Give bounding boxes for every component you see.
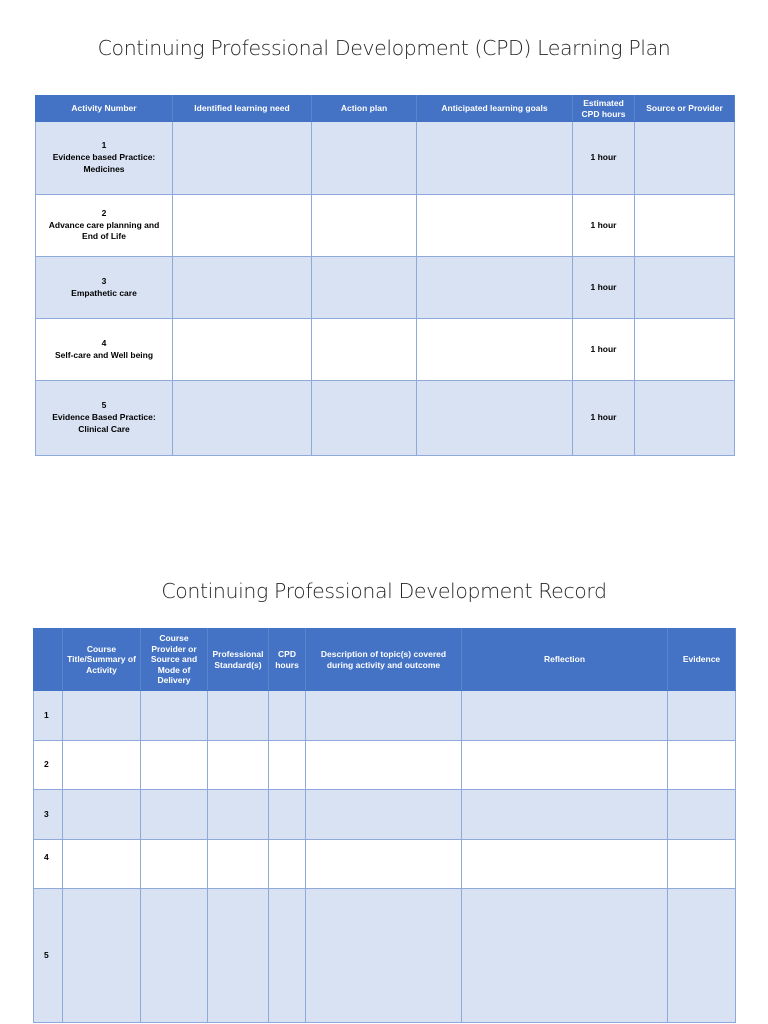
reflection-cell[interactable] xyxy=(462,741,668,790)
learning-plan-row xyxy=(36,319,735,381)
estimated-hours-cell: 1 hour xyxy=(573,319,635,381)
header-description: Description of topic(s) covered during activity and outcome xyxy=(306,629,462,691)
activity-title: Empathetic care xyxy=(71,287,137,298)
header-identified-learning-need: Identified learning need xyxy=(173,96,312,122)
header-reflection: Reflection xyxy=(462,629,668,691)
source-provider-cell[interactable] xyxy=(635,195,735,257)
source-provider-cell[interactable] xyxy=(635,122,735,195)
header-row-number xyxy=(34,629,63,691)
cpd-record-row xyxy=(34,741,736,790)
activity-title: Advance care planning and End of Life xyxy=(48,219,160,242)
evidence-cell[interactable] xyxy=(668,691,736,741)
activity-cell xyxy=(36,257,173,319)
activity-number: 5 xyxy=(101,400,107,411)
learning-plan-row xyxy=(36,381,735,456)
evidence-cell[interactable] xyxy=(668,790,736,840)
course-provider-cell[interactable] xyxy=(141,691,208,741)
reflection-cell[interactable] xyxy=(462,790,668,840)
header-evidence: Evidence xyxy=(668,629,736,691)
header-cpd-hours: CPD hours xyxy=(269,629,306,691)
anticipated-goals-cell[interactable] xyxy=(417,195,573,257)
activity-title: Self-care and Well being xyxy=(54,349,154,360)
cpd-hours-cell[interactable] xyxy=(269,691,306,741)
record-row-number: 3 xyxy=(34,790,63,840)
course-title-cell[interactable] xyxy=(63,840,141,889)
activity-number: 3 xyxy=(101,275,107,286)
activity-number: 2 xyxy=(101,207,107,218)
cpd-record-row xyxy=(34,840,736,889)
activity-cell xyxy=(36,122,173,195)
activity-cell xyxy=(36,319,173,381)
evidence-cell[interactable] xyxy=(668,741,736,790)
estimated-hours-cell: 1 hour xyxy=(573,195,635,257)
cpd-hours-cell[interactable] xyxy=(269,840,306,889)
header-source-or-provider: Source or Provider xyxy=(635,96,735,122)
professional-standards-cell[interactable] xyxy=(208,840,269,889)
cpd-record-row xyxy=(34,889,736,1023)
evidence-cell[interactable] xyxy=(668,889,736,1023)
course-provider-cell[interactable] xyxy=(141,741,208,790)
cpd-record-table xyxy=(33,628,736,1023)
anticipated-goals-cell[interactable] xyxy=(417,122,573,195)
identified-need-cell[interactable] xyxy=(173,257,312,319)
learning-plan-header-row xyxy=(36,96,735,122)
activity-title: Evidence Based Practice: Clinical Care xyxy=(52,412,156,434)
professional-standards-cell[interactable] xyxy=(208,691,269,741)
cpd-record-row xyxy=(34,790,736,840)
activity-number: 4 xyxy=(101,337,107,348)
source-provider-cell[interactable] xyxy=(635,257,735,319)
learning-plan-row xyxy=(36,257,735,319)
anticipated-goals-cell[interactable] xyxy=(417,257,573,319)
record-row-number: 2 xyxy=(34,741,63,790)
professional-standards-cell[interactable] xyxy=(208,790,269,840)
description-cell[interactable] xyxy=(306,889,462,1023)
action-plan-cell[interactable] xyxy=(312,257,417,319)
course-provider-cell[interactable] xyxy=(141,840,208,889)
evidence-cell[interactable] xyxy=(668,840,736,889)
cpd-hours-cell[interactable] xyxy=(269,741,306,790)
action-plan-cell[interactable] xyxy=(312,381,417,456)
learning-plan-table xyxy=(35,95,735,456)
header-activity-number: Activity Number xyxy=(36,96,173,122)
activity-cell xyxy=(36,195,173,257)
header-professional-standards: Professional Standard(s) xyxy=(208,629,269,691)
anticipated-goals-cell[interactable] xyxy=(417,381,573,456)
course-provider-cell[interactable] xyxy=(141,790,208,840)
activity-title: Evidence based Practice: Medicines xyxy=(52,152,156,174)
description-cell[interactable] xyxy=(306,691,462,741)
cpd-record-title: Continuing Professional Development Record xyxy=(161,579,607,603)
anticipated-goals-cell[interactable] xyxy=(417,319,573,381)
reflection-cell[interactable] xyxy=(462,840,668,889)
reflection-cell[interactable] xyxy=(462,691,668,741)
course-title-cell[interactable] xyxy=(63,790,141,840)
identified-need-cell[interactable] xyxy=(173,122,312,195)
identified-need-cell[interactable] xyxy=(173,381,312,456)
cpd-hours-cell[interactable] xyxy=(269,790,306,840)
header-action-plan: Action plan xyxy=(312,96,417,122)
professional-standards-cell[interactable] xyxy=(208,741,269,790)
activity-number: 1 xyxy=(101,140,107,151)
source-provider-cell[interactable] xyxy=(635,319,735,381)
estimated-hours-cell: 1 hour xyxy=(573,257,635,319)
description-cell[interactable] xyxy=(306,840,462,889)
learning-plan-row xyxy=(36,195,735,257)
learning-plan-title: Continuing Professional Development (CPD) Learning Plan xyxy=(97,36,671,60)
course-title-cell[interactable] xyxy=(63,691,141,741)
course-provider-cell[interactable] xyxy=(141,889,208,1023)
learning-plan-row xyxy=(36,122,735,195)
estimated-hours-cell: 1 hour xyxy=(573,381,635,456)
description-cell[interactable] xyxy=(306,790,462,840)
activity-cell xyxy=(36,381,173,456)
course-title-cell[interactable] xyxy=(63,889,141,1023)
record-row-number: 5 xyxy=(34,889,63,1023)
identified-need-cell[interactable] xyxy=(173,319,312,381)
action-plan-cell[interactable] xyxy=(312,319,417,381)
record-row-number: 1 xyxy=(34,691,63,741)
professional-standards-cell[interactable] xyxy=(208,889,269,1023)
action-plan-cell[interactable] xyxy=(312,195,417,257)
action-plan-cell[interactable] xyxy=(312,122,417,195)
description-cell[interactable] xyxy=(306,741,462,790)
estimated-hours-cell: 1 hour xyxy=(573,122,635,195)
header-course-provider: Course Provider or Source and Mode of Delivery xyxy=(141,629,208,691)
cpd-record-row xyxy=(34,691,736,741)
course-title-cell[interactable] xyxy=(63,741,141,790)
record-row-number: 4 xyxy=(34,840,63,889)
cpd-hours-cell[interactable] xyxy=(269,889,306,1023)
header-estimated-cpd-hours: Estimated CPD hours xyxy=(573,96,635,122)
header-anticipated-learning-goals: Anticipated learning goals xyxy=(417,96,573,122)
reflection-cell[interactable] xyxy=(462,889,668,1023)
source-provider-cell[interactable] xyxy=(635,381,735,456)
cpd-record-header-row xyxy=(34,629,736,691)
identified-need-cell[interactable] xyxy=(173,195,312,257)
header-course-title: Course Title/Summary of Activity xyxy=(63,629,141,691)
